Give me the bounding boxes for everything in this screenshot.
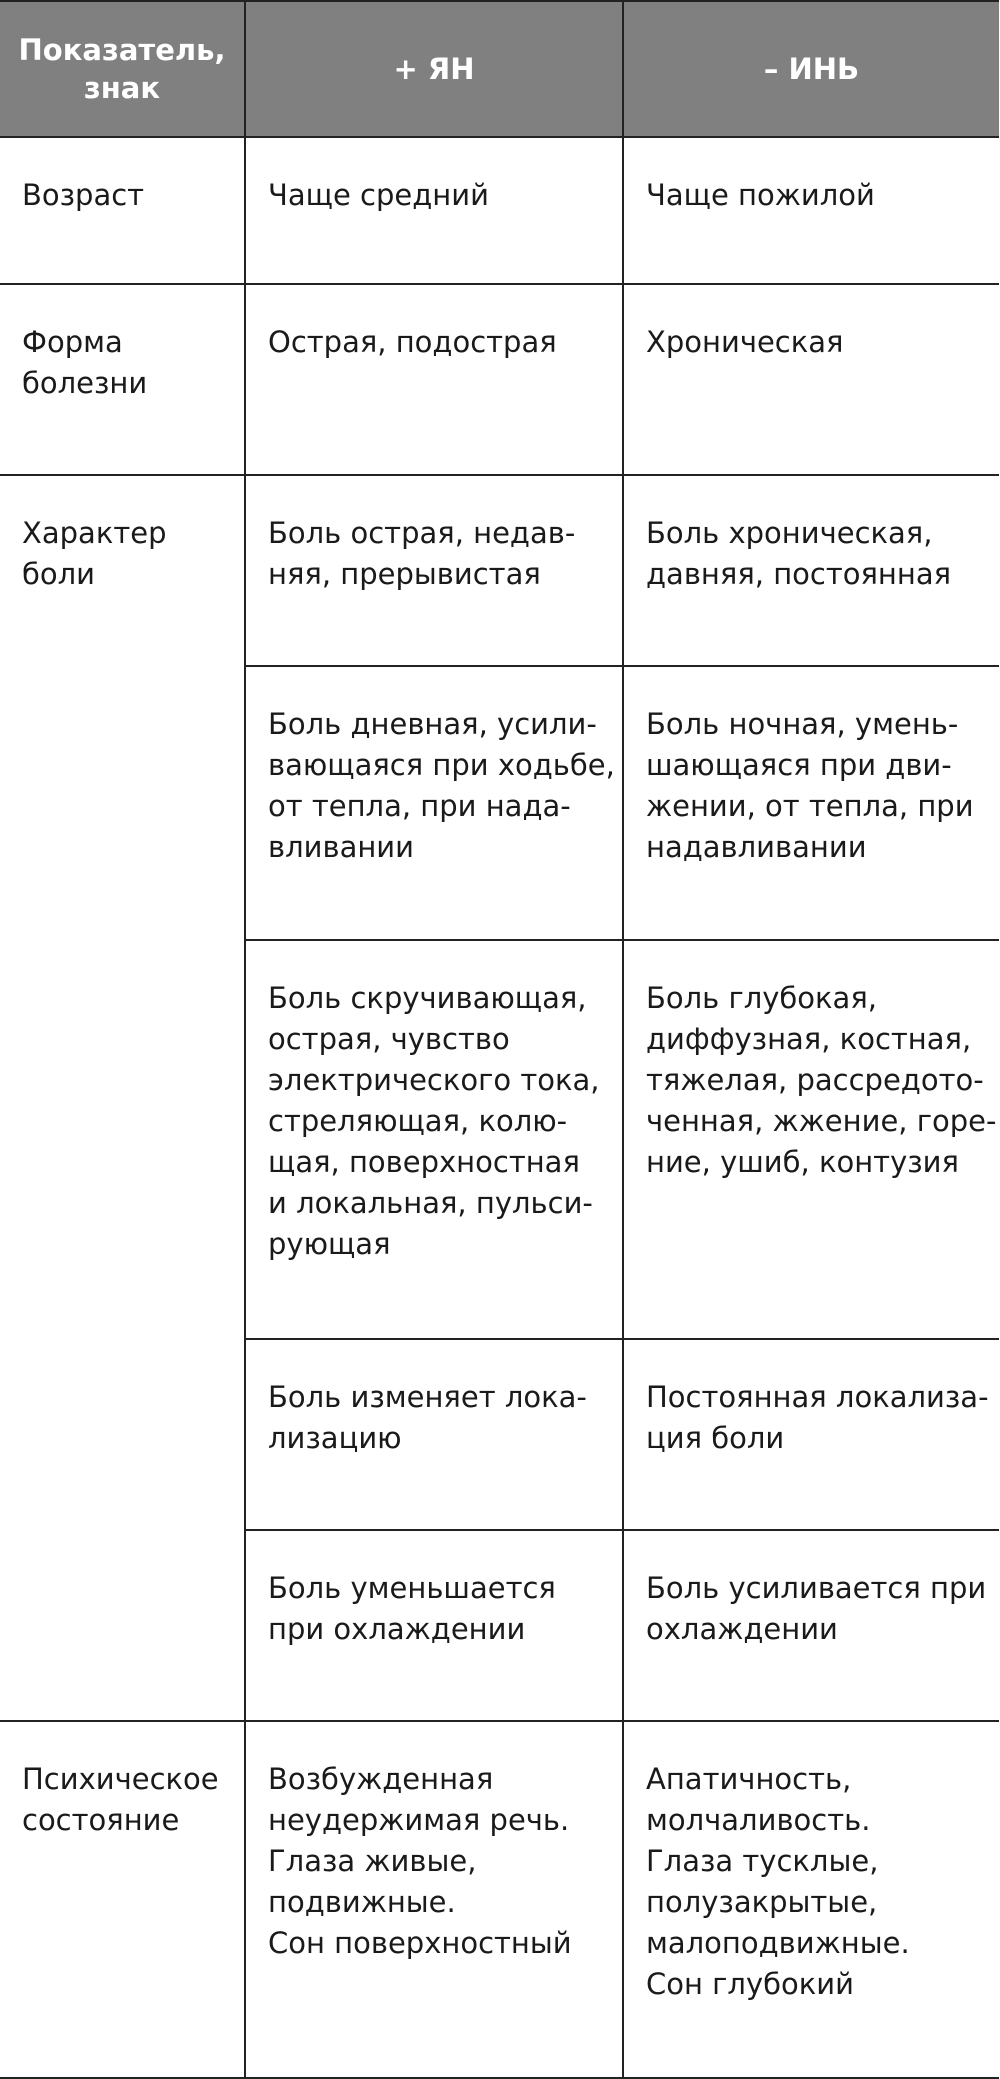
- cell-yin-pain-3-line: тяжелая, рассредото-: [646, 1063, 984, 1097]
- cell-yang-pain-5-line: Боль уменьшается: [268, 1571, 556, 1605]
- cell-yin-pain-4: [623, 1339, 999, 1530]
- cell-yang-pain-3-line: острая, чувство: [268, 1022, 510, 1056]
- cell-yin-disease-form: [623, 284, 999, 475]
- cell-yang-pain-2-line: Боль дневная, усили-: [268, 707, 597, 741]
- cell-yin-pain-3-line: ние, ушиб, контузия: [646, 1145, 959, 1179]
- cell-yang-pain-2-line: вливании: [268, 830, 414, 864]
- cell-yang-pain-5-line: при охлаждении: [268, 1612, 526, 1646]
- cell-yang-pain-1-line: Боль острая, недав-: [268, 516, 576, 550]
- cell-yin-age: [623, 137, 999, 284]
- cell-yin-pain-3-line: диффузная, костная,: [646, 1022, 972, 1056]
- cell-yang-pain-2-line: от тепла, при нада-: [268, 789, 571, 823]
- cell-yang-mental-state-line: подвижные.: [268, 1885, 456, 1919]
- cell-yin-mental-state: [623, 1721, 999, 2078]
- row-label-mental-state-line: состояние: [22, 1803, 180, 1837]
- cell-yin-pain-2-line: Боль ночная, умень-: [646, 707, 959, 741]
- cell-yang-pain-4-line: лизацию: [268, 1421, 402, 1455]
- cell-yin-mental-state-line: Апатичность,: [646, 1762, 852, 1796]
- cell-yin-pain-2-line: шающаяся при дви-: [646, 748, 952, 782]
- cell-yin-pain-5-line: охлаждении: [646, 1612, 838, 1646]
- cell-yang-pain-4: [245, 1339, 623, 1530]
- cell-yang-pain-3-line: рующая: [268, 1227, 391, 1261]
- cell-yin-pain-3-line: Боль глубокая,: [646, 981, 877, 1015]
- table-row-pain-1: [0, 475, 999, 666]
- cell-yin-mental-state-line: полузакрытые,: [646, 1885, 878, 1919]
- row-label-pain-character: [0, 475, 245, 1721]
- header-indicator-line: знак: [83, 71, 161, 105]
- header-indicator-line: Показатель,: [18, 33, 226, 67]
- cell-yang-mental-state: [245, 1721, 623, 2078]
- cell-yang-disease-form-line: Острая, подострая: [268, 325, 557, 359]
- cell-yin-pain-3-line: ченная, жжение, горе-: [646, 1104, 997, 1138]
- cell-yin-pain-1: [623, 475, 999, 666]
- cell-yin-pain-3: [623, 940, 999, 1339]
- cell-yang-pain-3-line: электрического тока,: [268, 1063, 600, 1097]
- cell-yang-age: [245, 137, 623, 284]
- header-indicator: [0, 1, 245, 137]
- row-label-age: [0, 137, 245, 284]
- cell-yin-disease-form-line: Хроническая: [646, 325, 844, 359]
- row-label-pain-character-line: Характер: [22, 516, 167, 550]
- cell-yang-pain-2-line: вающаяся при ходьбе,: [268, 748, 615, 782]
- table-row-mental-state: [0, 1721, 999, 2078]
- cell-yin-pain-4-line: ция боли: [646, 1421, 785, 1455]
- row-label-pain-character-line: боли: [22, 557, 96, 591]
- cell-yin-pain-2: [623, 666, 999, 940]
- cell-yin-pain-5-line: Боль усиливается при: [646, 1571, 987, 1605]
- cell-yang-pain-4-line: Боль изменяет лока-: [268, 1380, 587, 1414]
- cell-yang-mental-state-line: Возбужденная: [268, 1762, 494, 1796]
- cell-yin-pain-2-line: жении, от тепла, при: [646, 789, 974, 823]
- cell-yin-pain-5: [623, 1530, 999, 1721]
- header-yin-line: – ИНЬ: [763, 52, 860, 86]
- cell-yin-pain-2-line: надавливании: [646, 830, 867, 864]
- header-yang: [245, 1, 623, 137]
- row-label-disease-form-line: Форма: [22, 325, 123, 359]
- row-label-disease-form: [0, 284, 245, 475]
- cell-yang-pain-1: [245, 475, 623, 666]
- cell-yin-mental-state-line: малоподвижные.: [646, 1926, 910, 1960]
- cell-yang-pain-3: [245, 940, 623, 1339]
- cell-yang-pain-3-line: щая, поверхностная: [268, 1145, 580, 1179]
- cell-yin-pain-4-line: Постоянная локализа-: [646, 1380, 989, 1414]
- cell-yang-mental-state-line: Сон поверхностный: [268, 1926, 572, 1960]
- cell-yang-pain-3-line: Боль скручивающая,: [268, 981, 587, 1015]
- table-row-age: [0, 137, 999, 284]
- cell-yin-pain-1-line: Боль хроническая,: [646, 516, 933, 550]
- cell-yin-mental-state-line: молчаливость.: [646, 1803, 871, 1837]
- cell-yang-mental-state-line: Глаза живые,: [268, 1844, 477, 1878]
- row-label-mental-state-line: Психическое: [22, 1762, 219, 1796]
- header-yang-line: + ЯН: [393, 52, 475, 86]
- cell-yang-pain-2: [245, 666, 623, 940]
- table-row-disease-form: [0, 284, 999, 475]
- cell-yang-pain-3-line: и локальная, пульси-: [268, 1186, 593, 1220]
- cell-yang-age-line: Чаще средний: [268, 178, 489, 212]
- header-yin: [623, 1, 999, 137]
- row-label-disease-form-line: болезни: [22, 366, 148, 400]
- cell-yang-pain-5: [245, 1530, 623, 1721]
- cell-yin-mental-state-line: Сон глубокий: [646, 1967, 854, 2001]
- cell-yang-disease-form: [245, 284, 623, 475]
- row-label-mental-state: [0, 1721, 245, 2078]
- row-label-age-line: Возраст: [22, 178, 145, 212]
- cell-yang-pain-1-line: няя, прерывистая: [268, 557, 541, 591]
- cell-yang-pain-3-line: стреляющая, колю-: [268, 1104, 568, 1138]
- cell-yang-mental-state-line: неудержимая речь.: [268, 1803, 570, 1837]
- cell-yin-age-line: Чаще пожилой: [646, 178, 875, 212]
- cell-yin-mental-state-line: Глаза тусклые,: [646, 1844, 879, 1878]
- table-header-row: [0, 1, 999, 137]
- cell-yin-pain-1-line: давняя, постоянная: [646, 557, 952, 591]
